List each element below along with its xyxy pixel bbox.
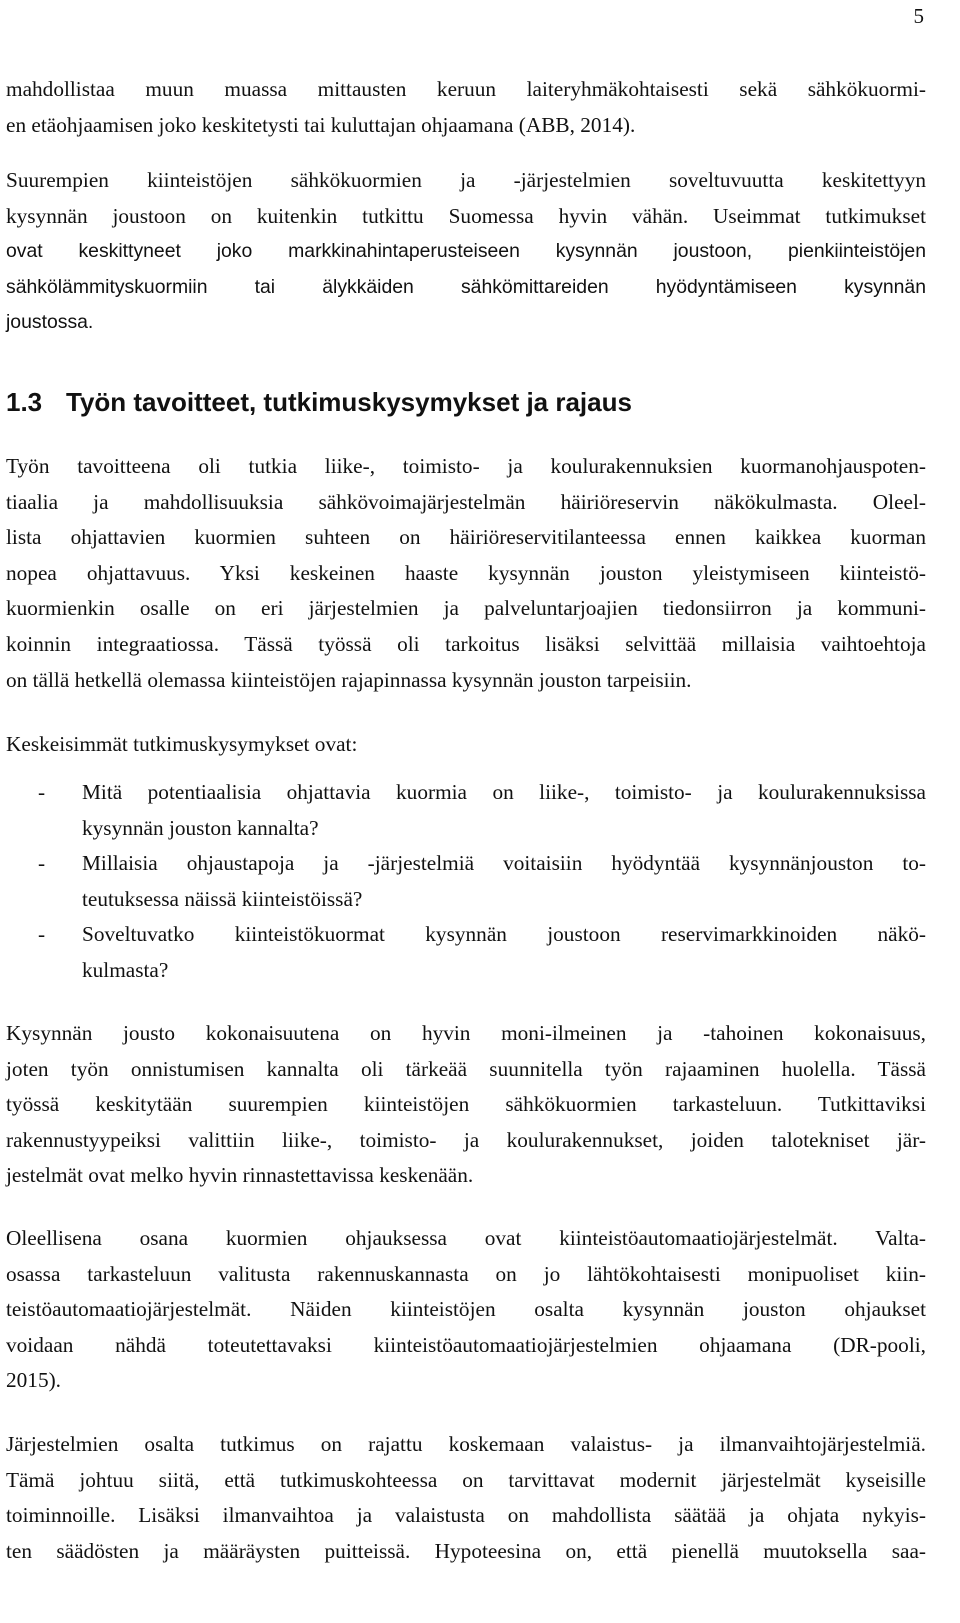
paragraph-scope — [6, 1016, 926, 1194]
text-line: nopea ohjattavuus. Yksi keskeinen haaste kysynnän jouston yleistymiseen kiinteistö- — [6, 560, 926, 585]
section-title: Työn tavoitteet, tutkimuskysymykset ja rajaus — [66, 387, 632, 417]
text-line: lista ohjattavien kuormien suhteen on häiriöreservitilanteessa ennen kaikkea kuorman — [6, 525, 926, 550]
paragraph-demand-response-research — [6, 163, 926, 341]
text-line: joustossa. — [6, 311, 94, 334]
text-line: Tämä johtuu siitä, että tutkimuskohteessa on tarvittavat modernit järjestelmät kyseisille — [6, 1467, 926, 1492]
text-line: kulmasta? — [82, 957, 169, 982]
text-line: koinnin integraatiossa. Tässä työssä oli tarkoitus lisäksi selvittää millaisia vaihtoehtoja — [6, 631, 926, 656]
text-line: Työn tavoitteena oli tutkia liike-, toimisto- ja koulurakennuksien kuormanohjauspoten- — [6, 454, 926, 478]
text-line: tiaalia ja mahdollisuuksia sähkövoimajärjestelmän häiriöreservin näkökulmasta. Oleel- — [6, 489, 926, 514]
list-dash: - — [38, 780, 46, 804]
text-line: ovat keskittyneet joko markkinahintaperusteiseen kysynnän joustoon, pienkiinteistöjen — [6, 240, 926, 263]
text-line-content: kysynnän joustoon on kuitenkin tutkittu Suomessa hyvin vähän. Useimmat tutkimukset — [6, 203, 926, 228]
text-line: Järjestelmien osalta tutkimus on rajattu koskemaan valaistus- ja ilmanvaihtojärjestelmiä. — [6, 1432, 926, 1456]
text-line: toiminnoille. Lisäksi ilmanvaihtoa ja valaistusta on mahdollista säätää ja ohjata nykyis- — [6, 1503, 926, 1528]
text-line: Soveltuvatko kiinteistökuormat kysynnän joustoon reservimarkkinoiden näkö- — [82, 922, 926, 947]
text-line: työssä keskitytään suurempien kiinteistöjen sähkökuormien tarkasteluun. Tutkittaviksi — [6, 1092, 926, 1117]
text-line: mahdollistaa muun muassa mittausten keruun laiteryhmäkohtaisesti sekä sähkökuormi- — [6, 77, 926, 101]
text-line: Kysynnän jousto kokonaisuutena on hyvin moni-ilmeinen ja -tahoinen kokonaisuus, — [6, 1021, 926, 1045]
text-line: kuormienkin osalle on eri järjestelmien ja palveluntarjoajien tiedonsiirron ja kommuni- — [6, 596, 926, 621]
text-line: en etäohjaamisen joko keskitetysti tai kuluttajan ohjaamana (ABB, 2014). — [6, 112, 636, 137]
text-line: teistöautomaatiojärjestelmät. Näiden kiinteistöjen osalta kysynnän jouston ohjaukset — [6, 1297, 926, 1322]
text-line: Suurempien kiinteistöjen sähkökuormien ja -järjestelmien soveltuvuutta keskitettyyn — [6, 168, 926, 192]
list-item — [6, 846, 926, 917]
paragraph-objectives — [6, 449, 926, 698]
text-line: on tällä hetkellä olemassa kiinteistöjen rajapinnassa kysynnän jouston tarpeisiin. — [6, 667, 692, 692]
text-line: joten työn onnistumisen kannalta oli tärkeää suunnitella työn rajaaminen huolella. Tässä — [6, 1056, 926, 1081]
text-line: Millaisia ohjaustapoja ja -järjestelmiä voitaisiin hyödyntää kysynnänjouston to- — [82, 851, 926, 876]
text-line: jestelmät ovat melko hyvin rinnastettavissa keskenään. — [6, 1163, 474, 1188]
paragraph-intro-continuation — [6, 72, 926, 143]
text-line: ten säädösten ja määräysten puitteissä. Hypoteesina on, että pienellä muutoksella saa- — [6, 1538, 926, 1563]
text-line: teutuksessa näissä kiinteistöissä? — [82, 886, 363, 911]
text-line: voidaan nähdä toteutettavaksi kiinteistöautomaatiojärjestelmien ohjaamana (DR-pooli, — [6, 1332, 926, 1357]
text-line: rakennustyypeiksi valittiin liike-, toimisto- ja koulurakennukset, joiden talotekniset jär- — [6, 1127, 926, 1152]
text-line: Mitä potentiaalisia ohjattavia kuormia on liike-, toimisto- ja koulurakennuksissa — [82, 780, 926, 804]
text-line — [6, 199, 926, 235]
paragraph-systems-limitation — [6, 1427, 926, 1569]
paragraph-building-automation — [6, 1221, 926, 1399]
list-dash: - — [38, 922, 46, 947]
text-line: 2015). — [6, 1368, 62, 1393]
section-number: 1.3 — [6, 387, 43, 417]
list-dash: - — [38, 851, 46, 876]
research-questions-list — [6, 775, 926, 989]
text-line: osassa tarkasteluun valitusta rakennuskannasta on jo lähtökohtaisesti monipuoliset kiin- — [6, 1261, 926, 1286]
section-heading — [6, 382, 926, 422]
text-line: kysynnän jouston kannalta? — [82, 815, 319, 840]
list-item — [6, 775, 926, 846]
list-item — [6, 917, 926, 988]
questions-intro: Keskeisimmät tutkimuskysymykset ovat: — [6, 732, 358, 756]
page-number: 5 — [913, 4, 924, 28]
text-line: Oleellisena osana kuormien ohjauksessa ovat kiinteistöautomaatiojärjestelmät. Valta- — [6, 1226, 926, 1250]
text-line: sähkölämmityskuormiin tai älykkäiden sähkömittareiden hyödyntämiseen kysynnän — [6, 275, 926, 298]
